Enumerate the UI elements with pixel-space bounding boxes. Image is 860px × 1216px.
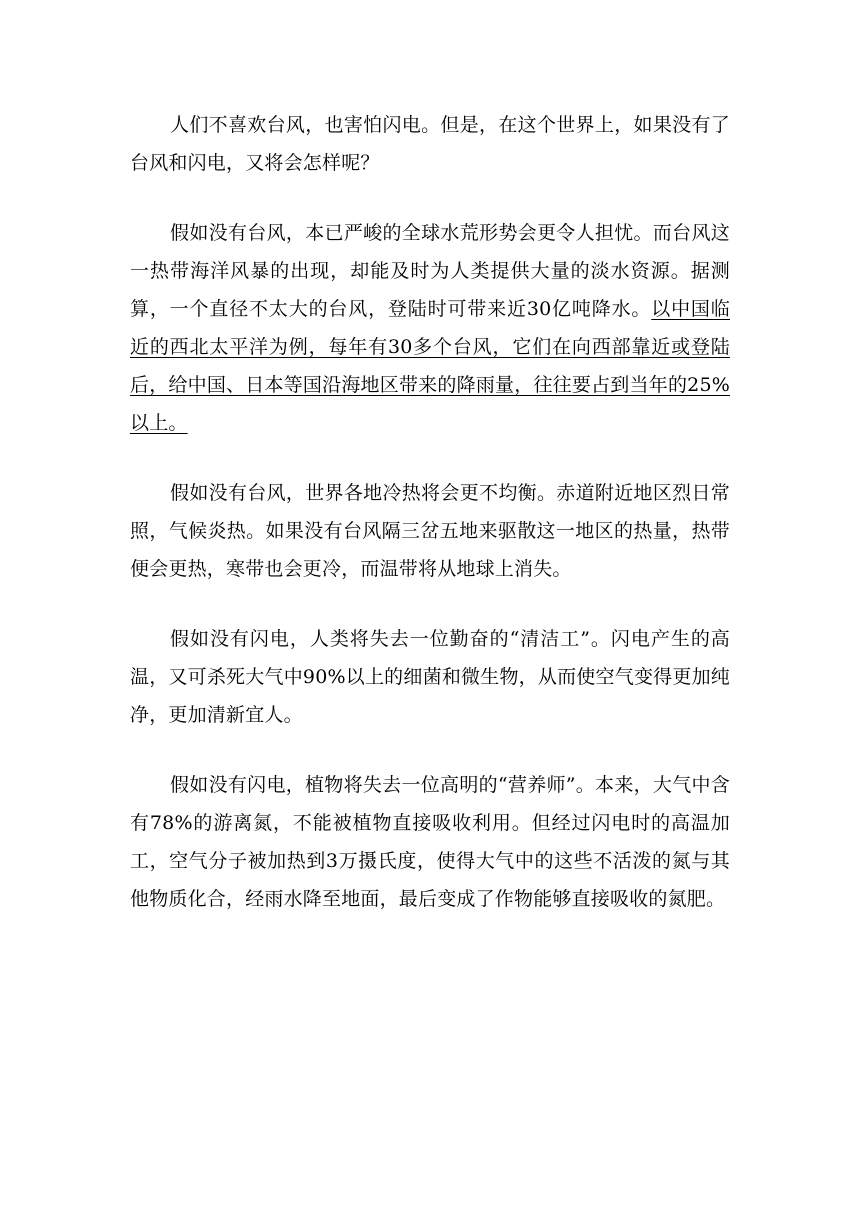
paragraph-text: 假如没有台风，世界各地冷热将会更不均衡。赤道附近地区烈日常照，气候炎热。如果没有台风隔三岔五地来驱散这一地区的热量，热带便会更热，寒带也会更冷，而温带将从地球上消失。 [130, 482, 730, 580]
paragraph-text: 人们不喜欢台风，也害怕闪电。但是，在这个世界上，如果没有了台风和闪电，又将会怎样呢？ [130, 114, 730, 174]
document-body [130, 106, 730, 950]
paragraph-text: 假如没有闪电，人类将失去一位勤奋的“清洁工”。闪电产生的高温，又可杀死大气中90%以上的细菌和微生物，从而使空气变得更加纯净，更加清新宜人。 [130, 628, 730, 726]
paragraph-typhoon-water [130, 214, 730, 442]
underlined-sentence: 以中国临近的西北太平洋为例，每年有30多个台风，它们在向西部靠近或登陆后，给中国、日本等国沿海地区带来的降雨量，往往要占到当年的25%以上。 [130, 298, 730, 434]
paragraph-typhoon-heat [130, 474, 730, 588]
paragraph-text: 假如没有闪电，植物将失去一位高明的“营养师”。本来，大气中含有78%的游离氮，不能被植物直接吸收利用。但经过闪电时的高温加工，空气分子被加热到3万摄氏度，使得大气中的这些不活泼的氮与其他物质化合，经雨水降至地面，最后变成了作物能够直接吸收的氮肥。 [130, 774, 730, 910]
paragraph-intro [130, 106, 730, 182]
paragraph-lightning-cleaner [130, 620, 730, 734]
paragraph-lightning-nutrition [130, 766, 730, 918]
paragraph-text: 假如没有台风，本已严峻的全球水荒形势会更令人担忧。而台风这一热带海洋风暴的出现，却能及时为人类提供大量的淡水资源。据测算，一个直径不太大的台风，登陆时可带来近30亿吨降水。 [130, 222, 730, 320]
